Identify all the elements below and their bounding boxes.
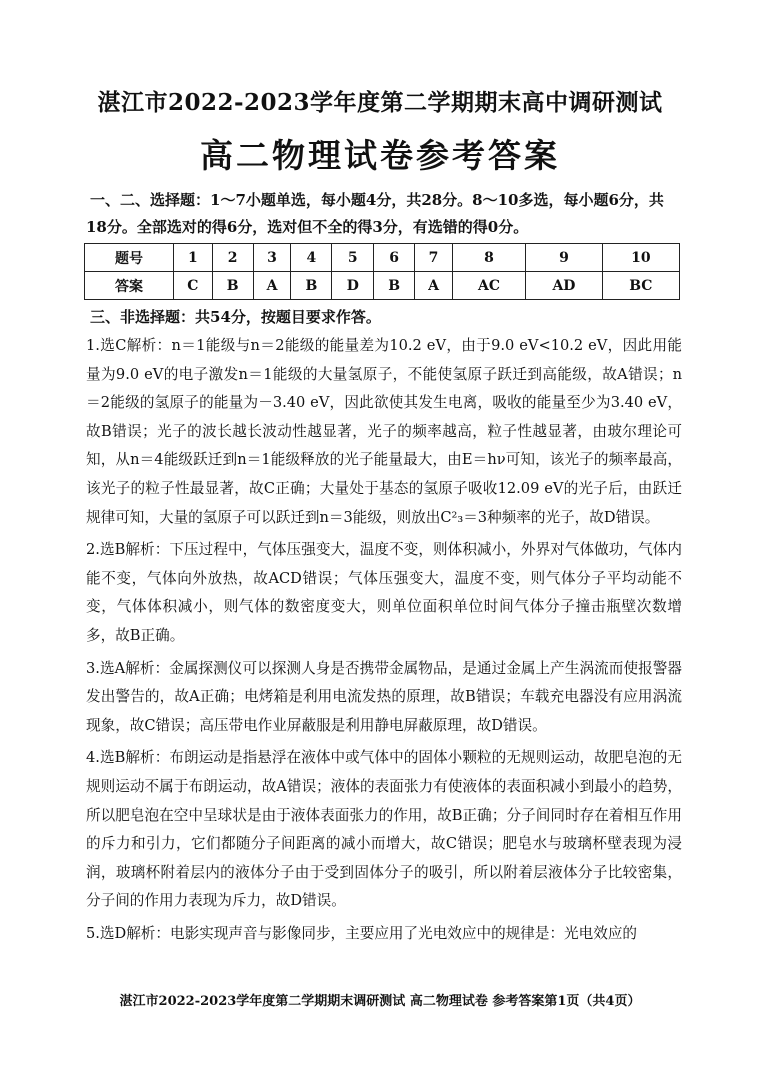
question-number: 3 <box>253 244 291 272</box>
answer-row-header: 答案 <box>85 272 174 300</box>
explanation-paragraph: 1.选C解析：n＝1能级与n＝2能级的能量差为10.2 eV，由于9.0 eV<10.2 eV，因此用能量为9.0 eV的电子激发n＝1能级的大量氢原子，不能使氢原子跃迁到高能级，故A错误；n＝2能级的氢原子的能量为－3.40 eV，因此欲使其发生电离，吸收的能量至少为3.40 eV，故B错误；光子的波长越长波动性越显著，光子的频率越高，粒子性越显著，由玻尔理论可知，从n＝4能级跃迁到n＝1能级释放的光子能量最大，由E＝hν可知，该光子的频率最高，该光子的粒子性最显著，故C正确；大量处于基态的氢原子吸收12.09 eV的光子后，由跃迁规律可知，大量的氢原子可以跃迁到n＝3能级，则放出C²₃＝3种频率的光子，故D错误。 <box>86 337 682 526</box>
answer-cell: B <box>212 272 253 300</box>
answer-cell: B <box>291 272 332 300</box>
answer-cell: D <box>332 272 374 300</box>
question-number: 2 <box>212 244 253 272</box>
answer-table <box>84 243 680 300</box>
page-footer: 湛江市2022-2023学年度第二学期期末调研测试 高二物理试卷 参考答案第1页（共4页） <box>119 994 641 1009</box>
question-number: 8 <box>452 244 525 272</box>
explanation-paragraph: 4.选B解析：布朗运动是指悬浮在液体中或气体中的固体小颗粒的无规则运动，故肥皂泡的无规则运动不属于布朗运动，故A错误；液体的表面张力有使液体的表面积减小到最小的趋势，所以肥皂泡在空中呈球状是由于液体表面张力的作用，故B正确；分子间同时存在着相互作用的斥力和引力，它们都随分子间距离的减小而增大，故C错误；肥皂水与玻璃杯壁表现为浸润，玻璃杯附着层内的液体分子由于受到固体分子的吸引，所以附着层液体分子比较密集，分子间的作用力表现为斥力，故D错误。 <box>86 749 682 910</box>
answer-cell: AC <box>452 272 525 300</box>
question-number: 4 <box>291 244 332 272</box>
question-number: 9 <box>526 244 602 272</box>
number-row-header: 题号 <box>85 244 174 272</box>
question-number: 5 <box>332 244 374 272</box>
question-number: 10 <box>602 244 679 272</box>
answer-table-number-row <box>85 244 680 272</box>
question-number: 7 <box>415 244 453 272</box>
explanations <box>86 332 682 952</box>
answer-cell: B <box>374 272 415 300</box>
explanation-paragraph: 2.选B解析：下压过程中，气体压强变大，温度不变，则体积减小，外界对气体做功，气体内能不变，气体向外放热，故ACD错误；气体压强变大，温度不变，则气体分子平均动能不变，气体体积减小，则气体的数密度变大，则单位面积单位时间气体分子撞击瓶壁次数增多，故B正确。 <box>86 541 682 644</box>
explanation-paragraph: 5.选D解析：电影实现声音与影像同步，主要应用了光电效应中的规律是：光电效应的 <box>86 924 638 942</box>
answer-key-title: 高二物理试卷参考答案 <box>200 136 560 175</box>
question-number: 6 <box>374 244 415 272</box>
question-number: 1 <box>174 244 213 272</box>
non-choice-section-heading: 三、非选择题：共54分，按题目要求作答。 <box>90 308 381 326</box>
answer-table-answer-row <box>85 272 680 300</box>
answer-cell: A <box>415 272 453 300</box>
choice-section-instructions: 一、二、选择题：1～7小题单选，每小题4分，共28分。8～10多选，每小题6分，共18分。全部选对的得6分，选对但不全的得3分，有选错的得0分。 <box>86 191 664 236</box>
answer-cell: AD <box>526 272 602 300</box>
answer-cell: C <box>174 272 213 300</box>
explanation-paragraph: 3.选A解析：金属探测仪可以探测人身是否携带金属物品，是通过金属上产生涡流而使报警器发出警告的，故A正确；电烤箱是利用电流发热的原理，故B错误；车载充电器没有应用涡流现象，故C错误；高压带电作业屏蔽服是利用静电屏蔽原理，故D错误。 <box>86 659 682 734</box>
exam-title: 湛江市2022-2023学年度第二学期期末高中调研测试 <box>97 89 663 116</box>
answer-cell: BC <box>602 272 679 300</box>
answer-cell: A <box>253 272 291 300</box>
